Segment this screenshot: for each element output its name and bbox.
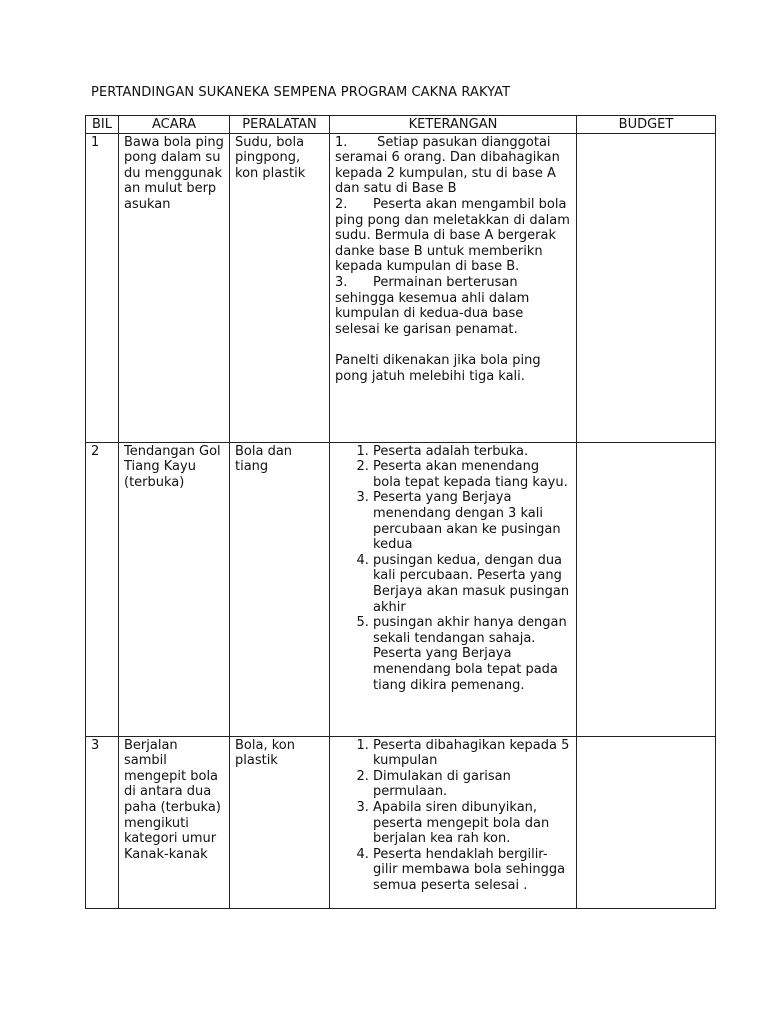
list-item: 5. pusingan akhir hanya dengan sekali tendangan sahaja. Peserta yang Berjaya menendang bola tepat pada tiang dikira pemenang. [373,615,571,693]
header-keterangan: KETERANGAN [330,116,577,134]
penalty-note: Panelti dikenakan jika bola ping pong jatuh melebihi tiga kali. [335,352,541,384]
keterangan-cell [330,442,577,736]
table-row [86,133,716,442]
header-row [86,116,716,134]
list-item: 2. Dimulakan di garisan permulaan. [373,769,571,800]
header-peralatan: PERALATAN [230,116,330,134]
budget-cell [577,736,716,908]
acara-cell: Tendangan Gol Tiang Kayu (terbuka) [119,442,230,736]
keterangan-cell [330,133,577,442]
list-item: 1. Peserta dibahagikan kepada 5 kumpulan [373,738,571,769]
list-item: 2. Peserta akan menendang bola tepat kepada tiang kayu. [373,459,571,490]
header-budget: BUDGET [577,116,716,134]
list-item: 4. pusingan kedua, dengan dua kali percubaan. Peserta yang Berjaya akan masuk pusingan akhir [373,553,571,615]
table-row [86,442,716,736]
list-item: 2. Peserta akan mengambil bola ping pong dan meletakkan di dalam sudu. Bermula di base A bergerak danke base B untuk memberikn kepada kumpulan di base B. [335,196,570,275]
bil-cell: 3 [86,736,119,908]
peralatan-cell: Bola dan tiang [230,442,330,736]
budget-cell [577,442,716,736]
table-row [86,736,716,908]
list-item: 3. Apabila siren dibunyikan, peserta mengepit bola dan berjalan kea rah kon. [373,800,571,847]
acara-cell: Berjalan sambil mengepit bola di antara dua paha (terbuka) mengikuti kategori umur Kanak-kanak [119,736,230,908]
header-acara: ACARA [119,116,230,134]
bil-cell: 1 [86,133,119,442]
list-item: 4. Peserta hendaklah bergilir-gilir membawa bola sehingga semua peserta selesai . [373,847,571,894]
spacer [335,337,571,353]
list-item: 3. Peserta yang Berjaya menendang dengan 3 kali percubaan akan ke pusingan kedua [373,490,571,552]
keterangan-cell [330,736,577,908]
peralatan-cell: Bola, kon plastik [230,736,330,908]
header-bil: BIL [86,116,119,134]
bil-cell: 2 [86,442,119,736]
document-title: PERTANDINGAN SUKANEKA SEMPENA PROGRAM CAKNA RAKYAT [91,85,511,100]
list-item: 1. Setiap pasukan dianggotai seramai 6 orang. Dan dibahagikan kepada 2 kumpulan, stu di base A dan satu di Base B [335,134,560,197]
budget-cell [577,133,716,442]
event-table [85,115,716,909]
list-item: 1. Peserta adalah terbuka. [373,444,571,460]
list-item: 3. Permainan berterusan sehingga kesemua ahli dalam kumpulan di kedua-dua base selesai ke garisan penamat. [335,274,530,337]
acara-cell: Bawa bola ping pong dalam sudu menggunakan mulut berpasukan [119,133,230,442]
peralatan-cell: Sudu, bola pingpong, kon plastik [230,133,330,442]
